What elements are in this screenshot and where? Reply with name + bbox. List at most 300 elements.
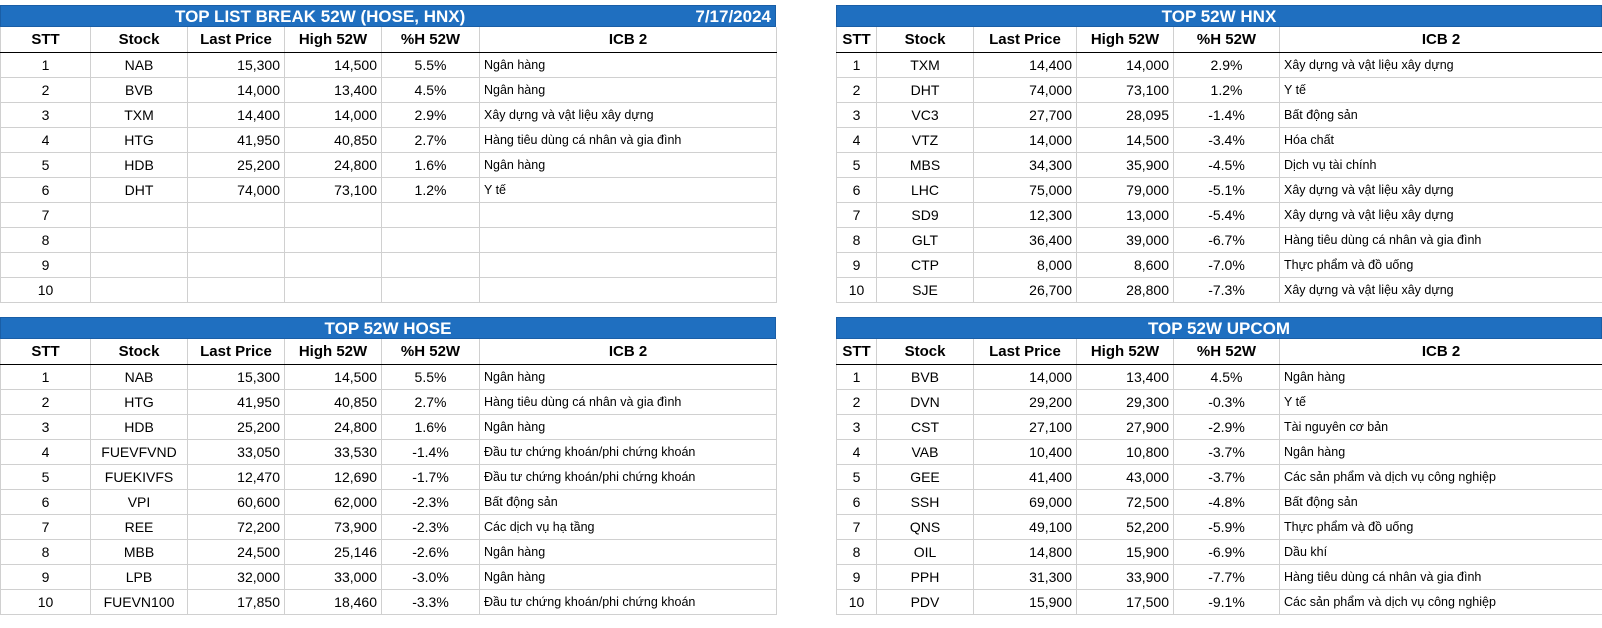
high-52w-cell[interactable]: 27,900 <box>1077 414 1174 439</box>
header-last-price: Last Price <box>188 27 285 52</box>
high-52w-cell[interactable]: 17,500 <box>1077 589 1174 614</box>
stt-cell[interactable]: 6 <box>837 177 877 202</box>
stt-cell[interactable]: 5 <box>837 152 877 177</box>
last-price-cell[interactable]: 60,600 <box>188 489 285 514</box>
stt-cell[interactable]: 2 <box>837 77 877 102</box>
last-price-cell[interactable]: 72,200 <box>188 514 285 539</box>
high-52w-cell[interactable]: 62,000 <box>285 489 382 514</box>
last-price-cell[interactable]: 75,000 <box>974 177 1077 202</box>
pct-high-52w-cell[interactable]: 1.2% <box>382 177 480 202</box>
high-52w-cell[interactable]: 14,500 <box>1077 127 1174 152</box>
table-row[interactable] <box>837 364 1602 389</box>
pct-high-52w-cell[interactable]: -2.6% <box>382 539 480 564</box>
high-52w-cell[interactable]: 14,000 <box>285 102 382 127</box>
high-52w-cell[interactable]: 14,500 <box>285 364 382 389</box>
last-price-cell[interactable]: 69,000 <box>974 489 1077 514</box>
table-row[interactable] <box>1 364 777 389</box>
last-price-cell[interactable]: 49,100 <box>974 514 1077 539</box>
stock-cell[interactable]: REE <box>91 514 188 539</box>
icb2-cell[interactable]: Xây dựng và vật liệu xây dựng <box>1280 202 1602 227</box>
high-52w-cell[interactable]: 52,200 <box>1077 514 1174 539</box>
stt-cell[interactable]: 5 <box>1 464 91 489</box>
stock-cell[interactable] <box>91 227 188 252</box>
stock-cell[interactable]: CTP <box>877 252 974 277</box>
last-price-cell[interactable]: 41,950 <box>188 389 285 414</box>
pct-high-52w-cell[interactable]: -4.5% <box>1174 152 1280 177</box>
table-row[interactable] <box>837 127 1602 152</box>
icb2-cell[interactable] <box>480 227 777 252</box>
stock-cell[interactable]: PPH <box>877 564 974 589</box>
stock-cell[interactable]: HTG <box>91 389 188 414</box>
stock-table <box>836 339 1602 615</box>
stock-table <box>0 27 777 303</box>
icb2-cell[interactable]: Y tế <box>1280 77 1602 102</box>
stt-cell[interactable]: 1 <box>837 364 877 389</box>
pct-high-52w-cell[interactable]: -4.8% <box>1174 489 1280 514</box>
icb2-cell[interactable]: Xây dựng và vật liệu xây dựng <box>1280 277 1602 302</box>
icb2-cell[interactable] <box>480 277 777 302</box>
stock-cell[interactable]: NAB <box>91 52 188 77</box>
stock-cell[interactable]: OIL <box>877 539 974 564</box>
table-row[interactable] <box>1 589 777 614</box>
high-52w-cell[interactable]: 10,800 <box>1077 439 1174 464</box>
table-row[interactable] <box>837 439 1602 464</box>
pct-high-52w-cell[interactable] <box>382 277 480 302</box>
stt-cell[interactable]: 7 <box>837 514 877 539</box>
table-row[interactable] <box>837 52 1602 77</box>
high-52w-cell[interactable]: 33,530 <box>285 439 382 464</box>
stt-cell[interactable]: 8 <box>837 539 877 564</box>
table-row[interactable] <box>837 464 1602 489</box>
pct-high-52w-cell[interactable] <box>382 202 480 227</box>
top-hose-panel <box>0 317 776 615</box>
header-high-52w: High 52W <box>285 339 382 364</box>
last-price-cell[interactable]: 26,700 <box>974 277 1077 302</box>
pct-high-52w-cell[interactable]: -5.4% <box>1174 202 1280 227</box>
stt-cell[interactable]: 1 <box>837 52 877 77</box>
icb2-cell[interactable]: Hàng tiêu dùng cá nhân và gia đình <box>1280 227 1602 252</box>
stock-cell[interactable]: SSH <box>877 489 974 514</box>
pct-high-52w-cell[interactable]: -3.7% <box>1174 439 1280 464</box>
icb2-cell[interactable] <box>480 202 777 227</box>
table-row[interactable] <box>1 227 777 252</box>
icb2-cell[interactable]: Ngân hàng <box>480 77 777 102</box>
table-row[interactable] <box>837 77 1602 102</box>
pct-high-52w-cell[interactable]: 1.6% <box>382 414 480 439</box>
stt-cell[interactable]: 3 <box>1 102 91 127</box>
panel-title: TOP LIST BREAK 52W (HOSE, HNX) <box>175 7 466 26</box>
pct-high-52w-cell[interactable]: -7.0% <box>1174 252 1280 277</box>
pct-high-52w-cell[interactable]: -0.3% <box>1174 389 1280 414</box>
header-stt: STT <box>1 27 91 52</box>
table-row[interactable] <box>1 514 777 539</box>
table-row[interactable] <box>837 564 1602 589</box>
stt-cell[interactable]: 4 <box>1 439 91 464</box>
pct-high-52w-cell[interactable]: -1.7% <box>382 464 480 489</box>
icb2-cell[interactable]: Dịch vụ tài chính <box>1280 152 1602 177</box>
stock-cell[interactable] <box>91 202 188 227</box>
last-price-cell[interactable]: 32,000 <box>188 564 285 589</box>
pct-high-52w-cell[interactable]: -3.3% <box>382 589 480 614</box>
table-row[interactable] <box>1 152 777 177</box>
last-price-cell[interactable] <box>188 252 285 277</box>
table-row[interactable] <box>1 564 777 589</box>
header-stock: Stock <box>877 27 974 52</box>
stt-cell[interactable]: 3 <box>1 414 91 439</box>
icb2-cell[interactable]: Thực phẩm và đồ uống <box>1280 514 1602 539</box>
last-price-cell[interactable]: 25,200 <box>188 414 285 439</box>
high-52w-cell[interactable]: 13,000 <box>1077 202 1174 227</box>
stock-cell[interactable]: TXM <box>877 52 974 77</box>
high-52w-cell[interactable]: 24,800 <box>285 414 382 439</box>
last-price-cell[interactable]: 41,950 <box>188 127 285 152</box>
table-row[interactable] <box>1 127 777 152</box>
table-row[interactable] <box>837 202 1602 227</box>
last-price-cell[interactable]: 14,000 <box>188 77 285 102</box>
pct-high-52w-cell[interactable]: 1.2% <box>1174 77 1280 102</box>
high-52w-cell[interactable]: 73,100 <box>285 177 382 202</box>
pct-high-52w-cell[interactable]: -2.3% <box>382 489 480 514</box>
stock-cell[interactable]: DHT <box>91 177 188 202</box>
stock-cell[interactable]: VAB <box>877 439 974 464</box>
high-52w-cell[interactable]: 33,000 <box>285 564 382 589</box>
table-row[interactable] <box>1 77 777 102</box>
panel-title-bar <box>0 5 776 27</box>
pct-high-52w-cell[interactable]: -9.1% <box>1174 589 1280 614</box>
pct-high-52w-cell[interactable]: -3.4% <box>1174 127 1280 152</box>
pct-high-52w-cell[interactable]: -1.4% <box>382 439 480 464</box>
stock-cell[interactable]: MBS <box>877 152 974 177</box>
high-52w-cell[interactable]: 28,095 <box>1077 102 1174 127</box>
icb2-cell[interactable]: Thực phẩm và đồ uống <box>1280 252 1602 277</box>
last-price-cell[interactable]: 10,400 <box>974 439 1077 464</box>
high-52w-cell[interactable]: 18,460 <box>285 589 382 614</box>
last-price-cell[interactable]: 14,800 <box>974 539 1077 564</box>
stock-cell[interactable]: CST <box>877 414 974 439</box>
stock-cell[interactable]: LHC <box>877 177 974 202</box>
pct-high-52w-cell[interactable]: 1.6% <box>382 152 480 177</box>
table-row[interactable] <box>1 439 777 464</box>
high-52w-cell[interactable]: 15,900 <box>1077 539 1174 564</box>
pct-high-52w-cell[interactable]: 4.5% <box>1174 364 1280 389</box>
high-52w-cell[interactable]: 33,900 <box>1077 564 1174 589</box>
stt-cell[interactable]: 5 <box>837 464 877 489</box>
stt-cell[interactable]: 8 <box>1 539 91 564</box>
icb2-cell[interactable]: Hàng tiêu dùng cá nhân và gia đình <box>480 389 777 414</box>
table-row[interactable] <box>837 152 1602 177</box>
table-row[interactable] <box>1 464 777 489</box>
last-price-cell[interactable] <box>188 227 285 252</box>
panel-title-bar <box>836 5 1602 27</box>
last-price-cell[interactable]: 74,000 <box>188 177 285 202</box>
icb2-cell[interactable]: Xây dựng và vật liệu xây dựng <box>1280 52 1602 77</box>
last-price-cell[interactable] <box>188 202 285 227</box>
high-52w-cell[interactable]: 24,800 <box>285 152 382 177</box>
last-price-cell[interactable]: 12,300 <box>974 202 1077 227</box>
high-52w-cell[interactable]: 12,690 <box>285 464 382 489</box>
stock-cell[interactable]: MBB <box>91 539 188 564</box>
table-row[interactable] <box>837 227 1602 252</box>
table-row[interactable] <box>837 102 1602 127</box>
last-price-cell[interactable]: 41,400 <box>974 464 1077 489</box>
last-price-cell[interactable]: 31,300 <box>974 564 1077 589</box>
table-header-row <box>837 339 1602 364</box>
icb2-cell[interactable]: Xây dựng và vật liệu xây dựng <box>1280 177 1602 202</box>
header-icb2: ICB 2 <box>480 339 777 364</box>
last-price-cell[interactable]: 12,470 <box>188 464 285 489</box>
pct-high-52w-cell[interactable]: -2.9% <box>1174 414 1280 439</box>
table-row[interactable] <box>837 489 1602 514</box>
icb2-cell[interactable]: Các dịch vụ hạ tầng <box>480 514 777 539</box>
icb2-cell[interactable]: Y tế <box>480 177 777 202</box>
last-price-cell[interactable]: 27,700 <box>974 102 1077 127</box>
icb2-cell[interactable]: Ngân hàng <box>480 152 777 177</box>
stt-cell[interactable]: 9 <box>1 252 91 277</box>
high-52w-cell[interactable]: 73,900 <box>285 514 382 539</box>
top-break-panel <box>0 5 776 303</box>
last-price-cell[interactable]: 74,000 <box>974 77 1077 102</box>
high-52w-cell[interactable]: 28,800 <box>1077 277 1174 302</box>
high-52w-cell[interactable]: 40,850 <box>285 389 382 414</box>
stock-cell[interactable]: PDV <box>877 589 974 614</box>
stt-cell[interactable]: 6 <box>1 489 91 514</box>
icb2-cell[interactable]: Bất động sản <box>1280 489 1602 514</box>
table-row[interactable] <box>1 252 777 277</box>
pct-high-52w-cell[interactable]: 2.7% <box>382 127 480 152</box>
icb2-cell[interactable]: Ngân hàng <box>480 539 777 564</box>
icb2-cell[interactable]: Đầu tư chứng khoán/phi chứng khoán <box>480 439 777 464</box>
pct-high-52w-cell[interactable]: -5.9% <box>1174 514 1280 539</box>
pct-high-52w-cell[interactable]: -3.7% <box>1174 464 1280 489</box>
high-52w-cell[interactable] <box>285 277 382 302</box>
table-row[interactable] <box>1 389 777 414</box>
pct-high-52w-cell[interactable]: 2.7% <box>382 389 480 414</box>
stock-cell[interactable]: FUEVFVND <box>91 439 188 464</box>
last-price-cell[interactable]: 15,300 <box>188 364 285 389</box>
stt-cell[interactable]: 9 <box>1 564 91 589</box>
last-price-cell[interactable]: 17,850 <box>188 589 285 614</box>
pct-high-52w-cell[interactable]: 2.9% <box>382 102 480 127</box>
stt-cell[interactable]: 9 <box>837 252 877 277</box>
pct-high-52w-cell[interactable]: 5.5% <box>382 364 480 389</box>
stt-cell[interactable]: 8 <box>1 227 91 252</box>
stt-cell[interactable]: 7 <box>1 514 91 539</box>
pct-high-52w-cell[interactable]: -6.7% <box>1174 227 1280 252</box>
stock-cell[interactable]: DVN <box>877 389 974 414</box>
high-52w-cell[interactable]: 79,000 <box>1077 177 1174 202</box>
stock-cell[interactable]: HTG <box>91 127 188 152</box>
icb2-cell[interactable]: Hóa chất <box>1280 127 1602 152</box>
icb2-cell[interactable]: Hàng tiêu dùng cá nhân và gia đình <box>1280 564 1602 589</box>
table-header-row <box>1 27 777 52</box>
icb2-cell[interactable]: Tài nguyên cơ bản <box>1280 414 1602 439</box>
last-price-cell[interactable]: 14,000 <box>974 127 1077 152</box>
high-52w-cell[interactable]: 40,850 <box>285 127 382 152</box>
last-price-cell[interactable]: 34,300 <box>974 152 1077 177</box>
table-row[interactable] <box>837 514 1602 539</box>
high-52w-cell[interactable]: 73,100 <box>1077 77 1174 102</box>
stock-cell[interactable]: BVB <box>91 77 188 102</box>
high-52w-cell[interactable]: 39,000 <box>1077 227 1174 252</box>
panel-title-bar <box>0 317 776 339</box>
table-row[interactable] <box>1 489 777 514</box>
stock-cell[interactable]: QNS <box>877 514 974 539</box>
icb2-cell[interactable]: Đầu tư chứng khoán/phi chứng khoán <box>480 464 777 489</box>
stt-cell[interactable]: 7 <box>837 202 877 227</box>
table-row[interactable] <box>837 177 1602 202</box>
table-header-row <box>837 27 1602 52</box>
stt-cell[interactable]: 10 <box>1 277 91 302</box>
stt-cell[interactable]: 5 <box>1 152 91 177</box>
stock-cell[interactable]: FUEKIVFS <box>91 464 188 489</box>
stock-cell[interactable] <box>91 252 188 277</box>
stock-cell[interactable] <box>91 277 188 302</box>
icb2-cell[interactable]: Ngân hàng <box>480 52 777 77</box>
stt-cell[interactable]: 2 <box>837 389 877 414</box>
table-row[interactable] <box>1 177 777 202</box>
pct-high-52w-cell[interactable]: 5.5% <box>382 52 480 77</box>
table-row[interactable] <box>837 389 1602 414</box>
high-52w-cell[interactable]: 14,000 <box>1077 52 1174 77</box>
stock-cell[interactable]: GLT <box>877 227 974 252</box>
stock-cell[interactable]: DHT <box>877 77 974 102</box>
last-price-cell[interactable]: 14,000 <box>974 364 1077 389</box>
high-52w-cell[interactable]: 43,000 <box>1077 464 1174 489</box>
high-52w-cell[interactable]: 25,146 <box>285 539 382 564</box>
stt-cell[interactable]: 6 <box>837 489 877 514</box>
icb2-cell[interactable]: Ngân hàng <box>480 414 777 439</box>
stt-cell[interactable]: 4 <box>837 127 877 152</box>
top-upcom-panel <box>836 317 1602 615</box>
last-price-cell[interactable]: 36,400 <box>974 227 1077 252</box>
stt-cell[interactable]: 3 <box>837 414 877 439</box>
panel-title-bar <box>836 317 1602 339</box>
stock-cell[interactable]: BVB <box>877 364 974 389</box>
last-price-cell[interactable]: 24,500 <box>188 539 285 564</box>
stock-cell[interactable]: SD9 <box>877 202 974 227</box>
stt-cell[interactable]: 8 <box>837 227 877 252</box>
high-52w-cell[interactable]: 14,500 <box>285 52 382 77</box>
table-row[interactable] <box>1 52 777 77</box>
last-price-cell[interactable]: 29,200 <box>974 389 1077 414</box>
icb2-cell[interactable]: Ngân hàng <box>1280 439 1602 464</box>
table-row[interactable] <box>1 102 777 127</box>
icb2-cell[interactable]: Hàng tiêu dùng cá nhân và gia đình <box>480 127 777 152</box>
stock-cell[interactable]: HDB <box>91 152 188 177</box>
pct-high-52w-cell[interactable]: 2.9% <box>1174 52 1280 77</box>
stock-cell[interactable]: LPB <box>91 564 188 589</box>
icb2-cell[interactable]: Đầu tư chứng khoán/phi chứng khoán <box>480 589 777 614</box>
stt-cell[interactable]: 4 <box>1 127 91 152</box>
header-last-price: Last Price <box>974 339 1077 364</box>
icb2-cell[interactable]: Bất động sản <box>480 489 777 514</box>
icb2-cell[interactable] <box>480 252 777 277</box>
header-high-52w: High 52W <box>1077 27 1174 52</box>
high-52w-cell[interactable] <box>285 252 382 277</box>
last-price-cell[interactable] <box>188 277 285 302</box>
icb2-cell[interactable]: Bất động sản <box>1280 102 1602 127</box>
stock-cell[interactable]: TXM <box>91 102 188 127</box>
table-row[interactable] <box>837 252 1602 277</box>
stock-cell[interactable]: HDB <box>91 414 188 439</box>
stt-cell[interactable]: 6 <box>1 177 91 202</box>
icb2-cell[interactable]: Các sản phẩm và dịch vụ công nghiệp <box>1280 464 1602 489</box>
last-price-cell[interactable]: 14,400 <box>188 102 285 127</box>
table-row[interactable] <box>1 414 777 439</box>
table-row[interactable] <box>1 539 777 564</box>
pct-high-52w-cell[interactable]: 4.5% <box>382 77 480 102</box>
last-price-cell[interactable]: 15,300 <box>188 52 285 77</box>
stt-cell[interactable]: 10 <box>837 589 877 614</box>
icb2-cell[interactable]: Ngân hàng <box>480 564 777 589</box>
table-row[interactable] <box>837 539 1602 564</box>
pct-high-52w-cell[interactable]: -6.9% <box>1174 539 1280 564</box>
pct-high-52w-cell[interactable]: -3.0% <box>382 564 480 589</box>
stock-cell[interactable]: VPI <box>91 489 188 514</box>
high-52w-cell[interactable]: 29,300 <box>1077 389 1174 414</box>
high-52w-cell[interactable] <box>285 227 382 252</box>
last-price-cell[interactable]: 8,000 <box>974 252 1077 277</box>
table-row[interactable] <box>837 589 1602 614</box>
high-52w-cell[interactable]: 35,900 <box>1077 152 1174 177</box>
table-row[interactable] <box>837 277 1602 302</box>
pct-high-52w-cell[interactable]: -5.1% <box>1174 177 1280 202</box>
stt-cell[interactable]: 2 <box>1 77 91 102</box>
high-52w-cell[interactable]: 13,400 <box>1077 364 1174 389</box>
stt-cell[interactable]: 1 <box>1 52 91 77</box>
stt-cell[interactable]: 10 <box>1 589 91 614</box>
last-price-cell[interactable]: 33,050 <box>188 439 285 464</box>
stock-cell[interactable]: VC3 <box>877 102 974 127</box>
table-row[interactable] <box>837 414 1602 439</box>
last-price-cell[interactable]: 15,900 <box>974 589 1077 614</box>
last-price-cell[interactable]: 25,200 <box>188 152 285 177</box>
stock-cell[interactable]: GEE <box>877 464 974 489</box>
pct-high-52w-cell[interactable]: -7.3% <box>1174 277 1280 302</box>
icb2-cell[interactable]: Y tế <box>1280 389 1602 414</box>
stt-cell[interactable]: 10 <box>837 277 877 302</box>
icb2-cell[interactable]: Ngân hàng <box>480 364 777 389</box>
icb2-cell[interactable]: Ngân hàng <box>1280 364 1602 389</box>
stt-cell[interactable]: 1 <box>1 364 91 389</box>
table-row[interactable] <box>1 202 777 227</box>
stt-cell[interactable]: 4 <box>837 439 877 464</box>
stt-cell[interactable]: 3 <box>837 102 877 127</box>
high-52w-cell[interactable]: 72,500 <box>1077 489 1174 514</box>
stt-cell[interactable]: 2 <box>1 389 91 414</box>
stock-cell[interactable]: NAB <box>91 364 188 389</box>
pct-high-52w-cell[interactable]: -7.7% <box>1174 564 1280 589</box>
high-52w-cell[interactable]: 13,400 <box>285 77 382 102</box>
last-price-cell[interactable]: 27,100 <box>974 414 1077 439</box>
icb2-cell[interactable]: Các sản phẩm và dịch vụ công nghiệp <box>1280 589 1602 614</box>
high-52w-cell[interactable]: 8,600 <box>1077 252 1174 277</box>
last-price-cell[interactable]: 14,400 <box>974 52 1077 77</box>
stock-cell[interactable]: FUEVN100 <box>91 589 188 614</box>
icb2-cell[interactable]: Xây dựng và vật liệu xây dựng <box>480 102 777 127</box>
pct-high-52w-cell[interactable] <box>382 227 480 252</box>
pct-high-52w-cell[interactable]: -2.3% <box>382 514 480 539</box>
high-52w-cell[interactable] <box>285 202 382 227</box>
stock-cell[interactable]: SJE <box>877 277 974 302</box>
pct-high-52w-cell[interactable]: -1.4% <box>1174 102 1280 127</box>
stock-cell[interactable]: VTZ <box>877 127 974 152</box>
pct-high-52w-cell[interactable] <box>382 252 480 277</box>
stt-cell[interactable]: 9 <box>837 564 877 589</box>
icb2-cell[interactable]: Dầu khí <box>1280 539 1602 564</box>
stt-cell[interactable]: 7 <box>1 202 91 227</box>
table-row[interactable] <box>1 277 777 302</box>
